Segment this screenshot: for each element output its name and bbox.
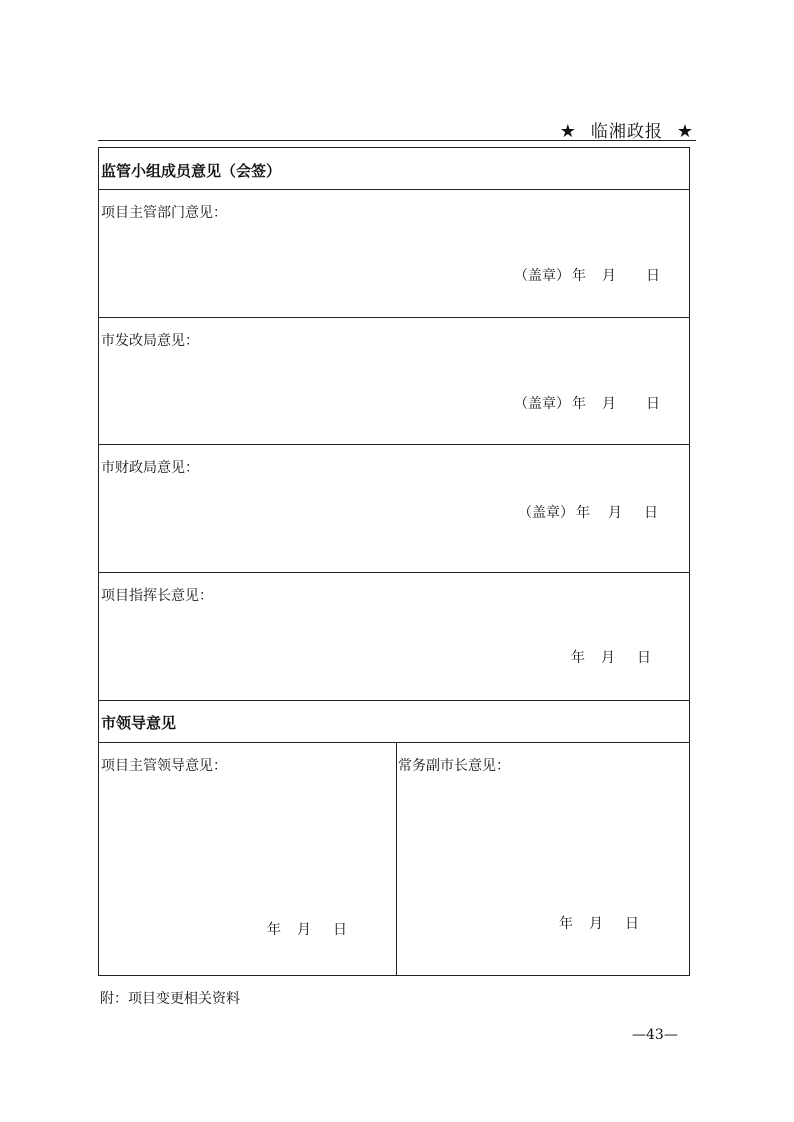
supervision-heading-row (99, 148, 689, 190)
finance-signature-date (518, 502, 658, 522)
leader-opinions-row (99, 743, 689, 975)
seal-label: （盖章） (514, 396, 570, 412)
year-label: 年 (572, 268, 586, 284)
month-label: 月 (297, 922, 311, 938)
seal-label: （盖章） (514, 268, 570, 284)
day-label: 日 (637, 650, 651, 666)
dept-opinion-row (99, 190, 689, 318)
page-header (98, 113, 696, 141)
header-rule (98, 140, 696, 141)
dept-signature-date (514, 265, 660, 285)
header-title: 临湘政报 (590, 122, 663, 142)
year-label: 年 (267, 922, 281, 938)
month-label: 月 (602, 396, 616, 412)
day-label: 日 (333, 922, 347, 938)
star-icon: ★ (559, 121, 577, 142)
approval-form (98, 147, 690, 976)
commander-signature-date (571, 647, 651, 667)
year-label: 年 (576, 505, 590, 521)
vice-mayor-opinion-cell (397, 743, 689, 975)
leader-opinion-cell (99, 743, 396, 975)
year-label: 年 (559, 916, 573, 932)
vice-mayor-opinion-label: 常务副市长意见： (398, 758, 510, 774)
supervision-section-title: 监管小组成员意见（会签） (101, 162, 282, 180)
ndrc-signature-date (514, 393, 660, 413)
leader-opinion-label: 项目主管领导意见： (101, 758, 227, 774)
commander-opinion-label: 项目指挥长意见： (101, 588, 213, 604)
year-label: 年 (571, 650, 585, 666)
month-label: 月 (601, 650, 615, 666)
leader-signature-date (267, 919, 347, 939)
day-label: 日 (644, 505, 658, 521)
year-label: 年 (572, 396, 586, 412)
day-label: 日 (625, 916, 639, 932)
page-number: —43— (632, 1027, 678, 1043)
day-label: 日 (646, 268, 660, 284)
vice-mayor-signature-date (559, 913, 639, 933)
dept-opinion-label: 项目主管部门意见： (101, 205, 227, 221)
ndrc-opinion-label: 市发改局意见： (101, 333, 199, 349)
ndrc-opinion-row (99, 318, 689, 445)
finance-opinion-label: 市财政局意见： (101, 460, 199, 476)
commander-opinion-row (99, 573, 689, 701)
star-icon: ★ (676, 121, 694, 142)
attachment-note: 附：项目变更相关资料 (100, 991, 240, 1007)
day-label: 日 (646, 396, 660, 412)
month-label: 月 (608, 505, 622, 521)
header-text (560, 117, 694, 142)
leaders-section-title: 市领导意见 (101, 714, 177, 732)
month-label: 月 (602, 268, 616, 284)
leaders-heading-row (99, 701, 689, 743)
seal-label: （盖章） (518, 505, 574, 521)
month-label: 月 (589, 916, 603, 932)
finance-opinion-row (99, 445, 689, 573)
